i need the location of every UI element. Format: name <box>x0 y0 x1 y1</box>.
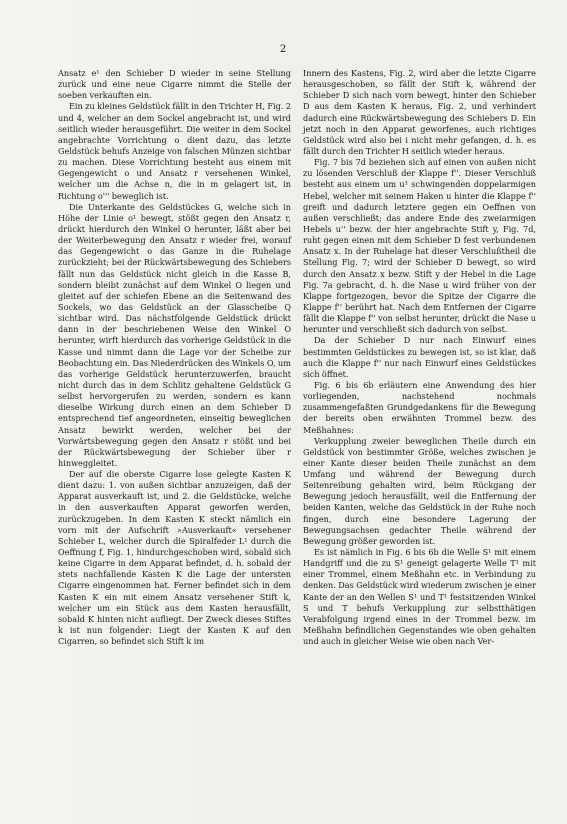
paragraph: Innern des Kastens, Fig. 2, wird aber die letzte Cigarre herausgeschoben, so fällt der Stift k, während der Schieber D sich nach vorn bewegt, hinter den Schieber D aus dem Kasten K heraus, Fig. 2, und verhindert dadurch eine Rückwärtsbewegung des Schiebers D. Ein jetzt noch in den Apparat geworfenes, auch richtiges Geldstück wird also bei i nicht mehr gefangen, d. h. es fällt durch den Trichter H seitlich wieder heraus. <box>303 68 536 156</box>
paragraph: Die Unterkante des Geldstückes G, welche sich in Höhe der Linie o¹ bewegt, stößt gegen den Ansatz r, drückt hierdurch den Winkel O herunter, läßt aber bei der Weiterbewegung den Ansatz r wieder frei, worauf das Gegengewicht o das Ganze in die Ruhelage zurückzieht; bei der Rückwärtsbewegung des Schiebers fällt nun das Geldstück nicht gleich in die Kasse B, sondern bleibt zunächst auf dem Winkel O liegen und gleitet auf der schiefen Ebene an die Seitenwand des Sockels, wo das Geldstück an der Glasscheibe Q sichtbar wird. Das nächstfolgende Geldstück drückt dann in der beschriebenen Weise den Winkel O herunter, wirft hierdurch das vorherige Geldstück in die Kasse und nimmt dann die Lage vor der Scheibe zur Beobachtung ein. Das Niederdrücken des Winkels O, um das vorherige Geldstück herunterzuwerfen, braucht nicht durch das in dem Schlitz gehaltene Geldstück G selbst hervorgerufen zu werden, sondern es kann dieselbe Wirkung durch einen an dem Schieber D entsprechend tief angeordneten, einseitig beweglichen Ansatz bewirkt werden, welcher bei der Vorwärtsbewegung gegen den Ansatz r stößt und bei der Rückwärtsbewegung der Schieber über r hinweggleitet. <box>58 201 291 468</box>
paragraph: Der auf die oberste Cigarre lose gelegte Kasten K dient dazu: 1. von außen sichtbar anzuzeigen, daß der Apparat ausverkauft ist, und 2. die Geldstücke, welche in den ausverkauften Apparat geworfen werden, zurückzugeben. In dem Kasten K steckt nämlich ein vorn mit der Aufschrift »Ausverkauft« versehener Schieber L, welcher durch die Spiralfeder L¹ durch die Oeffnung f, Fig. 1, hindurchgeschoben wird, sobald sich keine Cigarre in dem Apparat befindet, d. h. sobald der stets nachfallende Kasten K die Lage der untersten Cigarre eingenommen hat. Ferner befindet sich in dem Kasten K ein mit einem Ansatz versehener Stift k, welcher um ein Stück aus dem Kasten herausfällt, sobald K hinten nicht aufliegt. Der Zweck dieses Stiftes k ist nun folgender: Liegt der Kasten K auf den Cigarren, so befindet sich Stift k im <box>58 469 291 647</box>
page-number: 2 <box>279 44 288 55</box>
right-column <box>303 68 536 647</box>
left-column <box>58 68 291 647</box>
paragraph: Es ist nämlich in Fig. 6 bis 6b die Welle S¹ mit einem Handgriff und die zu S¹ geneigt gelagerte Welle T¹ mit einer Trommel, einem Meßhahn etc. in Verbindung zu denken. Das Geldstück wird wiederum zwischen je einer Kante der an den Wellen S¹ und T¹ festsitzenden Winkel S und T behufs Verkupplung zur selbstthätigen Verabfolgung irgend eines in der Trommel bezw. im Meßhahn befindlichen Gegenstandes wie oben gehalten und auch in gleicher Weise wie oben nach Ver- <box>303 547 536 647</box>
paragraph: Ein zu kleines Geldstück fällt in den Trichter H, Fig. 2 und 4, welcher an dem Sockel angebracht ist, und wird seitlich wieder herausgeführt. Die weiter in dem Sockel angebrachte Vorrichtung o dient dazu, das letzte Geldstück behufs Anzeige von falschen Münzen sichtbar zu machen. Diese Vorrichtung besteht aus einem mit Gegengewicht o und Ansatz r versehenen Winkel, welcher um die Achse n, die in m gelagert ist, in Richtung o''' beweglich ist. <box>58 101 291 201</box>
paragraph: Fig. 6 bis 6b erläutern eine Anwendung des hier vorliegenden, nachstehend nochmals zusammengefaßten Grundgedankens für die Bewegung der bereits oben erwähnten Trommel bezw. des Meßhahnes: <box>303 379 536 435</box>
paragraph: Verkupplung zweier beweglichen Theile durch ein Geldstück von bestimmter Größe, welches zwischen je einer Kante dieser beiden Theile zunächst an dem Umfang und während der Bewegung durch Seitenreibung gehalten wird, beim Rückgang der Bewegung jedoch herausfällt, weil die Entfernung der beiden Kanten, welche das Geldstück in der Ruhe noch fingen, durch eine besondere Lagerung der Bewegungsachsen gedachter Theile während der Bewegung größer geworden ist. <box>303 435 536 546</box>
paragraph: Da der Schieber D nur nach Einwurf eines bestimmten Geldstückes zu bewegen ist, so ist klar, daß auch die Klappe f'' nur nach Einwurf eines Geldstückes sich öffnet. <box>303 335 536 379</box>
paragraph: Ansatz e¹ den Schieber D wieder in seine Stellung zurück und eine neue Cigarre nimmt die Stelle der soeben verkauften ein. <box>58 68 291 101</box>
paragraph: Fig. 7 bis 7d beziehen sich auf einen von außen nicht zu lösenden Verschluß der Klappe f''. Dieser Verschluß besteht aus einem um u¹ schwingenden doppelarmigen Hebel, welcher mit seinem Haken u hinter die Klappe f'' greift und dadurch letztere gegen ein Oeffnen von außen verschließt; das andere Ende des zweiarmigen Hebels u'' bezw. der hier angebrachte Stift y, Fig. 7d, ruht gegen einen mit dem Schieber D fest verbundenen Ansatz x. In der Ruhelage hat dieser Verschlußtheil die Stellung Fig. 7; wird der Schieber D bewegt, so wird durch den Ansatz x bezw. Stift y der Hebel in die Lage Fig. 7a gebracht, d. h. die Nase u wird früher von der Klappe fortgezogen, bevor die Spitze der Cigarre die Klappe f'' berührt hat. Nach dem Entfernen der Cigarre fällt die Klappe f'' von selbst herunter, drückt die Nase u herunter und verschließt sich dadurch von selbst. <box>303 157 536 335</box>
